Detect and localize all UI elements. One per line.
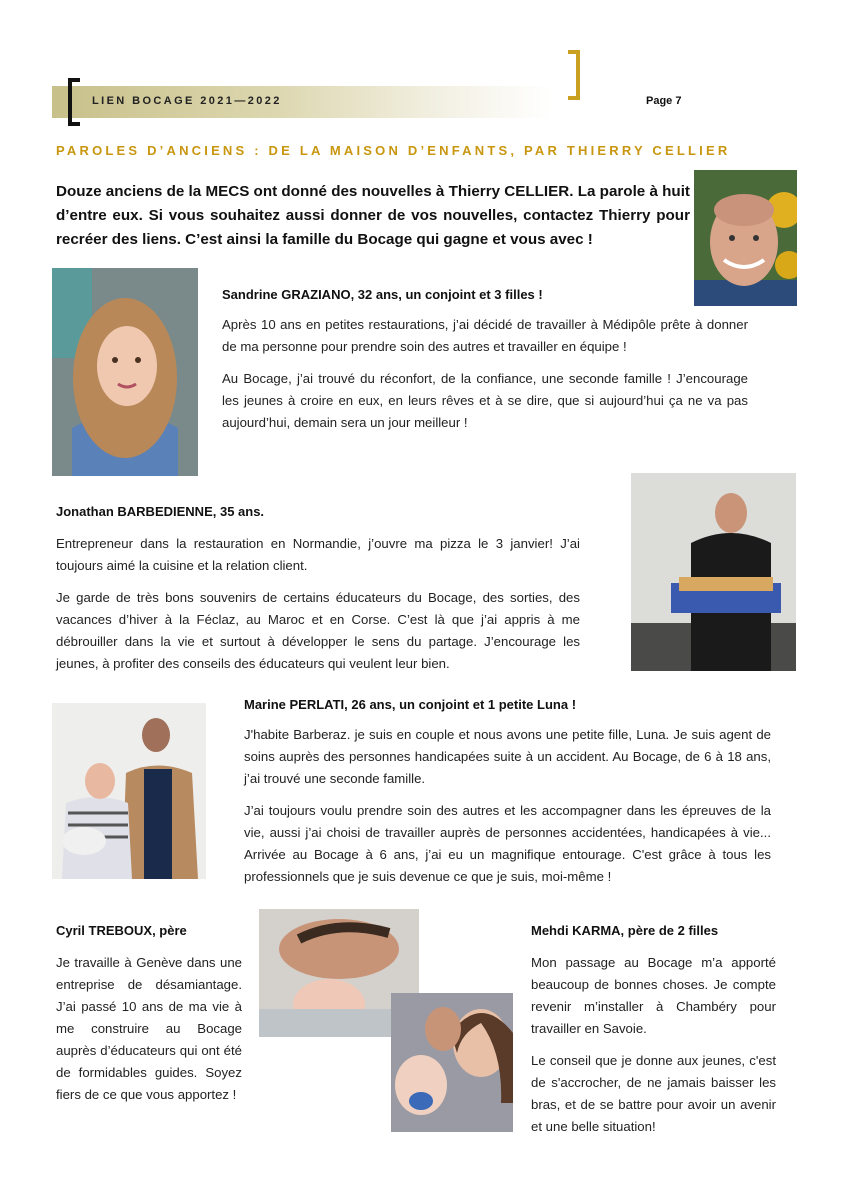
testimony-name: Sandrine GRAZIANO, 32 ans, un conjoint et 3 filles !	[222, 287, 543, 302]
testimony-paragraph: Je garde de très bons souvenirs de certains éducateurs du Bocage, des sorties, des vacances d’hiver à la Féclaz, au Maroc et en Corse. C’est là que j’ai appris à me débrouiller dans la vie et surtout à développer le sens du partage. J’encourage les jeunes, à profiter des conseils des éducateurs qui veulent leur bien.	[56, 590, 580, 671]
testimony-name: Marine PERLATI, 26 ans, un conjoint et 1 petite Luna !	[244, 697, 577, 712]
sandrine-photo	[52, 268, 198, 476]
jonathan-photo	[631, 473, 796, 671]
marine-photo	[52, 703, 206, 879]
testimony-paragraph: Après 10 ans en petites restaurations, j’ai décidé de travailler à Médipôle prête à donner de ma personne pour prendre soin des autres et travailler en équipe !	[222, 317, 748, 354]
testimony-paragraph: Le conseil que je donne aux jeunes, c'est de s'accrocher, de ne jamais baisser les bras, et de se battre pour avoir un avenir et une belle situation!	[531, 1053, 776, 1134]
testimony-paragraph: Au Bocage, j’ai trouvé du réconfort, de la confiance, une seconde famille ! J’encourage les jeunes à croire en eux, en leurs rêves et à se dire, que si aujourd’hui ça ne va pas aujourd’hui, demain sera un jour meilleur !	[222, 371, 748, 430]
testimony-paragraph: Entrepreneur dans la restauration en Normandie, j’ouvre ma pizza le 3 janvier! J’ai toujours aimé la cuisine et la relation client.	[56, 536, 580, 573]
testimony-paragraph: J'habite Barberaz. je suis en couple et nous avons une petite fille, Luna. Je suis agent de soins auprès des personnes handicapées suite à un accident. Au Bocage, de 6 à 18 ans, j’ai trouvé une seconde famille.	[244, 727, 771, 786]
testimony-paragraph: J’ai toujours voulu prendre soin des autres et les accompagner dans les épreuves de la vie, aussi j’ai choisi de travailler auprès de personnes accidentées, handicapées à vie... Arrivée au Bocage à 6 ans, j’ai eu un magnifique entourage. C'est grâce à tous les professionnels que je suis devenue ce que je suis, moi-même !	[244, 803, 771, 884]
section-title: PAROLES D’ANCIENS : DE LA MAISON D’ENFANTS, PAR THIERRY CELLIER	[56, 143, 731, 158]
page-number: Page 7	[646, 95, 682, 107]
testimony-paragraph: Mon passage au Bocage m’a apporté beaucoup de bonnes choses. Je compte revenir m’installer à Chambéry pour travailler en Savoie.	[531, 955, 776, 1036]
intro-text: Douze anciens de la MECS ont donné des nouvelles à Thierry CELLIER. La parole à huit d’entre eux. Si vous souhaitez aussi donner de vos nouvelles, contactez Thierry pour recréer des liens. C’est ainsi la famille du Bocage qui gagne et vous avec !	[56, 183, 690, 248]
testimony-jonathan	[56, 504, 580, 675]
testimony-cyril	[56, 923, 242, 1106]
left-bracket-decoration	[68, 78, 80, 126]
testimony-mehdi	[531, 923, 776, 1138]
thierry-photo	[694, 170, 797, 306]
testimony-paragraph: Je travaille à Genève dans une entreprise de désamiantage. J’ai passé 10 ans de ma vie à me construire au Bocage auprès d’éducateurs qui ont été de formidables guides. Soyez fiers de ce que vous apportez !	[56, 955, 242, 1102]
testimony-name: Mehdi KARMA, père de 2 filles	[531, 923, 719, 938]
newsletter-title: LIEN BOCAGE 2021—2022	[92, 95, 282, 107]
testimony-name: Cyril TREBOUX, père	[56, 923, 187, 938]
testimony-marine	[244, 697, 771, 888]
testimony-name: Jonathan BARBEDIENNE, 35 ans.	[56, 504, 265, 519]
testimony-sandrine	[222, 287, 748, 434]
cyril-photo-family	[391, 993, 513, 1132]
right-bracket-decoration	[568, 50, 580, 100]
